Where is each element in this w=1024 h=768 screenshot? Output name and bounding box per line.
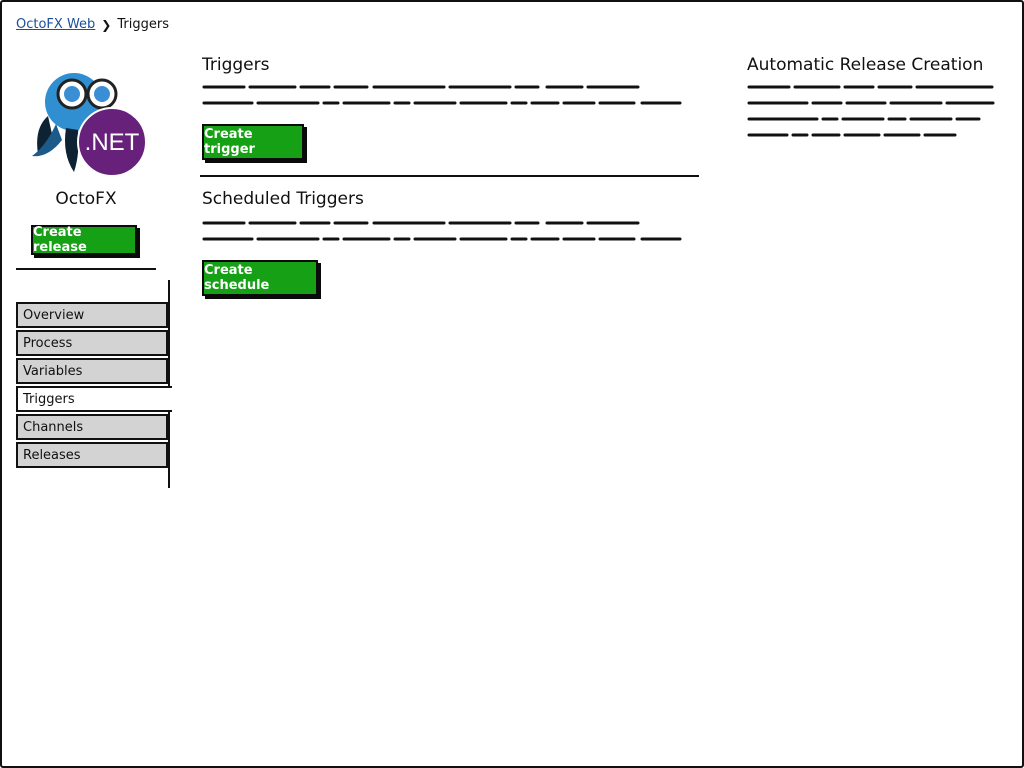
sidebar-item-triggers[interactable]: Triggers <box>16 386 172 412</box>
section-divider <box>200 175 699 177</box>
scheduled-description-placeholder <box>202 216 687 248</box>
sidebar-item-variables[interactable]: Variables <box>16 358 168 384</box>
breadcrumb <box>16 17 169 32</box>
project-name: OctoFX <box>55 189 117 209</box>
sidebar-divider <box>16 268 156 270</box>
automatic-release-description-placeholder <box>747 80 997 144</box>
sidebar-item-channels[interactable]: Channels <box>16 414 168 440</box>
breadcrumb-current: Triggers <box>117 17 169 32</box>
triggers-description-placeholder <box>202 80 687 112</box>
sidebar-item-process[interactable]: Process <box>16 330 168 356</box>
sidebar-item-overview[interactable]: Overview <box>16 302 168 328</box>
sidebar-item-releases[interactable]: Releases <box>16 442 168 468</box>
logo-net-text: .NET <box>84 129 140 156</box>
chevron-right-icon: ❯ <box>101 17 112 32</box>
create-trigger-button[interactable]: Create trigger <box>202 124 304 160</box>
breadcrumb-project-link[interactable]: OctoFX Web <box>16 17 96 32</box>
triggers-heading: Triggers <box>202 55 270 75</box>
octofx-logo <box>26 58 150 178</box>
nav-rail <box>168 280 170 488</box>
automatic-release-heading: Automatic Release Creation <box>747 55 984 75</box>
create-schedule-button[interactable]: Create schedule <box>202 260 318 296</box>
scheduled-triggers-heading: Scheduled Triggers <box>202 189 364 209</box>
create-release-button[interactable]: Create release <box>31 225 137 255</box>
